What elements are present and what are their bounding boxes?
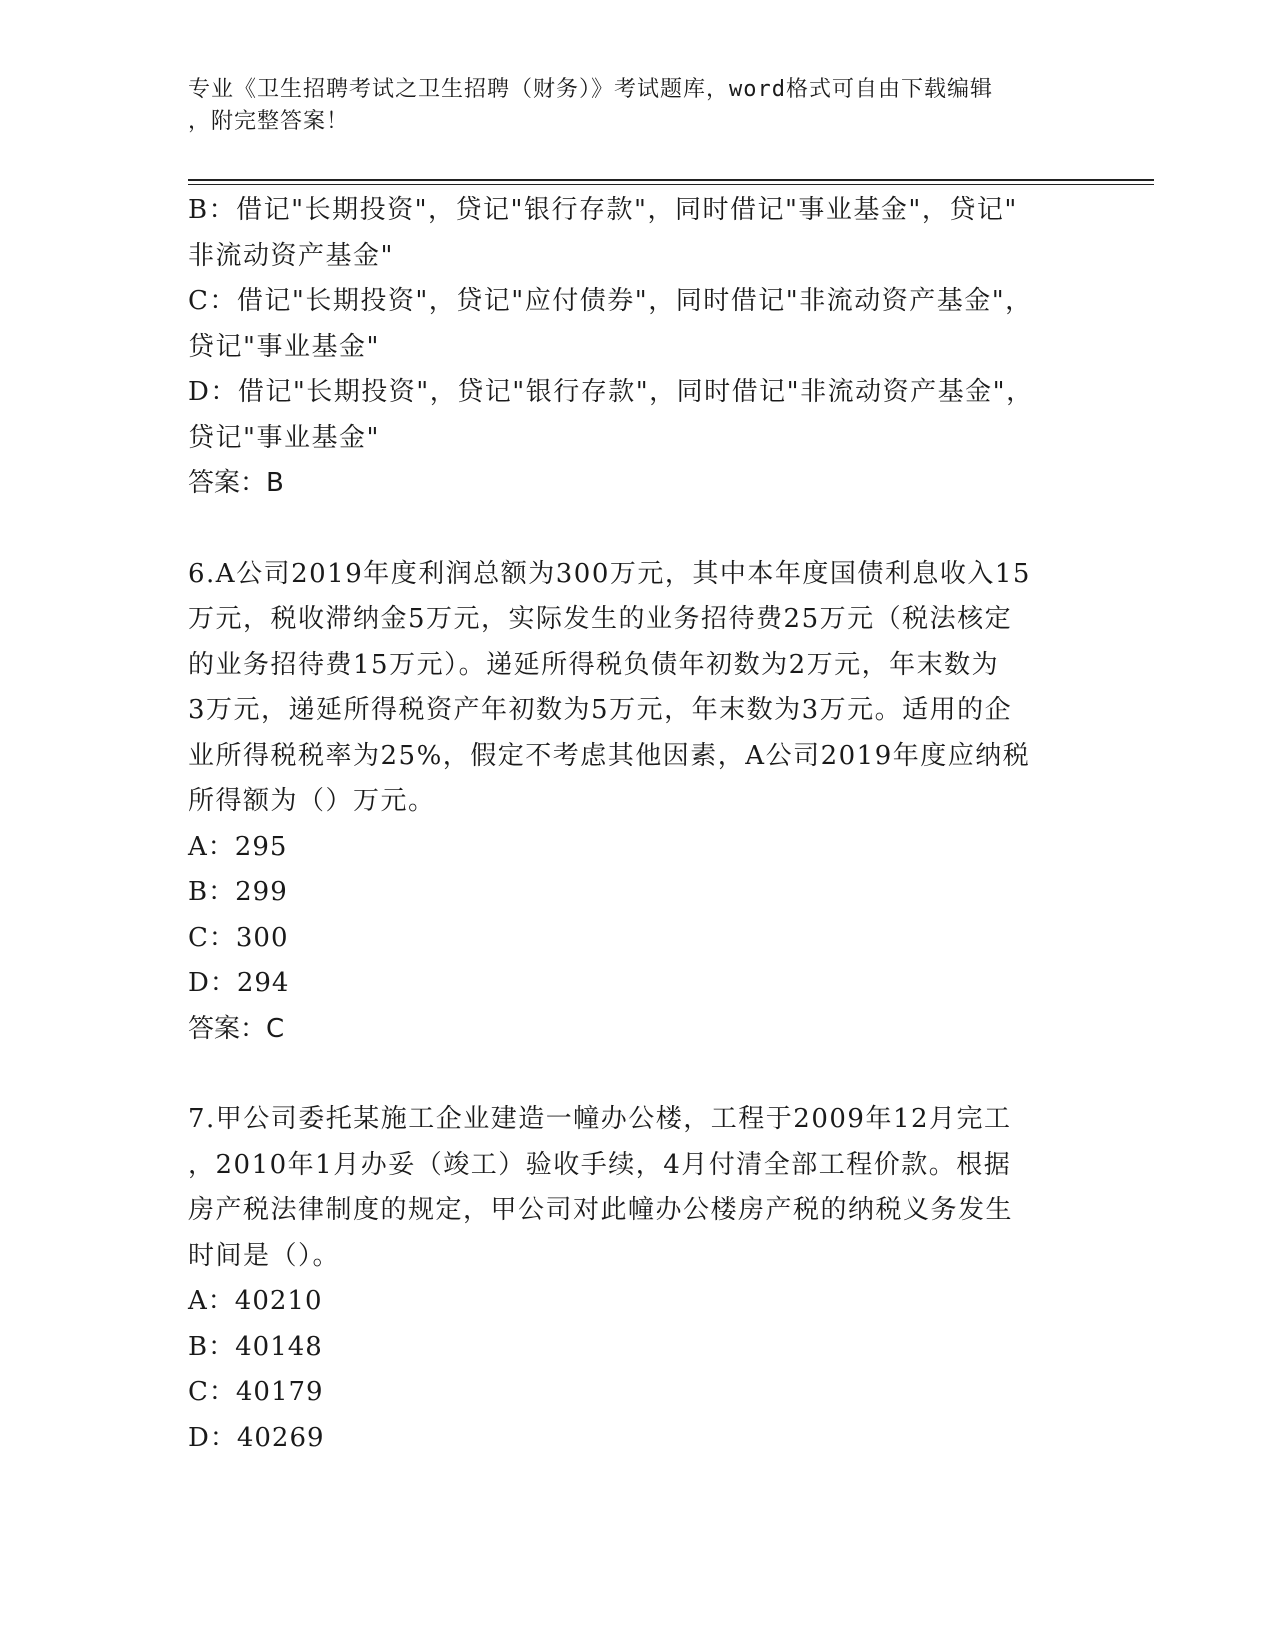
question-7 (188, 1097, 1088, 1461)
question-7-option-c: C：40179 (188, 1377, 324, 1407)
question-7-stem-line: ，2010年1月办妥（竣工）验收手续，4月付清全部工程价款。根据 (188, 1149, 1012, 1180)
question-5-options (188, 188, 1088, 507)
question-6 (188, 552, 1088, 1053)
question-6-stem-line: 万元，税收滞纳金5万元，实际发生的业务招待费25万元（税法核定 (188, 604, 1013, 634)
question-7-stem-line: 房产税法律制度的规定，甲公司对此幢办公楼房产税的纳税义务发生 (188, 1195, 1014, 1225)
question-7-option-b: B：40148 (188, 1331, 323, 1362)
question-6-option-b: B：299 (188, 877, 288, 907)
question-6-stem-line: 6.A公司2019年度利润总额为300万元，其中本年度国债利息收入15 (188, 558, 1031, 589)
question-6-stem-line: 业所得税税率为25%，假定不考虑其他因素，A公司2019年度应纳税 (188, 740, 1031, 771)
option-c-line-2: 贷记"事业基金" (188, 331, 380, 362)
question-7-stem-line: 时间是（）。 (188, 1240, 341, 1271)
question-6-stem-line: 所得额为（）万元。 (188, 786, 436, 816)
option-c-line-1: C：借记"长期投资"，贷记"应付债券"，同时借记"非流动资产基金"， (188, 286, 1033, 316)
question-7-option-d: D：40269 (188, 1422, 325, 1453)
question-6-stem-line: 的业务招待费15万元）。递延所得税负债年初数为2万元，年末数为 (188, 649, 1000, 680)
question-7-stem-line: 7.甲公司委托某施工企业建造一幢办公楼，工程于2009年12月完工 (188, 1104, 1012, 1134)
question-6-option-c: C：300 (188, 922, 289, 953)
document-body (188, 188, 1088, 1461)
answer-6: 答案：C (188, 1013, 285, 1044)
document-header (188, 74, 1068, 138)
header-divider-thin (188, 184, 1154, 185)
spacer (188, 507, 1088, 552)
option-b-line-1: B：借记"长期投资"，贷记"银行存款"，同时借记"事业基金"，贷记" (188, 195, 1018, 225)
option-d-line-1: D：借记"长期投资"，贷记"银行存款"，同时借记"非流动资产基金"， (188, 377, 1034, 407)
header-line-2: ，附完整答案！ (188, 109, 350, 134)
option-d-line-2: 贷记"事业基金" (188, 422, 380, 453)
header-divider-thick (188, 179, 1154, 181)
question-6-stem-line: 3万元，递延所得税资产年初数为5万元，年末数为3万元。适用的企 (188, 695, 1013, 725)
spacer (188, 1052, 1088, 1097)
header-line-1: 专业《卫生招聘考试之卫生招聘（财务）》考试题库，word格式可自由下载编辑 (188, 77, 993, 102)
question-6-option-a: A：295 (188, 831, 288, 862)
answer-5: 答案：B (188, 468, 284, 498)
question-7-option-a: A：40210 (188, 1286, 323, 1316)
question-6-option-d: D：294 (188, 968, 290, 998)
option-b-line-2: 非流动资产基金" (188, 240, 394, 271)
